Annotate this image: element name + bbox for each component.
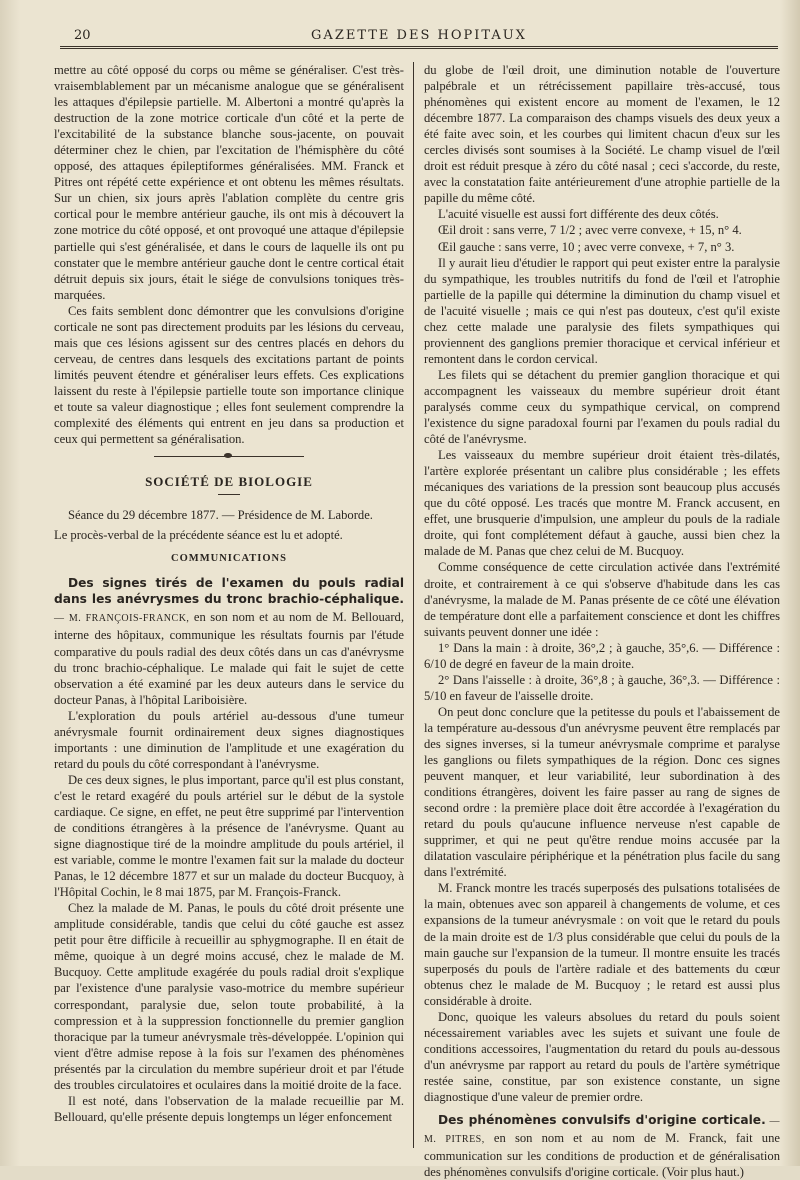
section-separator	[154, 456, 304, 462]
paragraph: du globe de l'œil droit, une diminution notable de l'ouverture palpébrale et un rétrécissement papillaire très-accusé, tous phénomènes qui existent encore au moment de l'examen, le 12 décembre 1877. La comparaison des champs visuels des deux yeux a été faite avec soin, et les courbes qui limitent chacun d'eux sur les cercles divisés sont soumises à la Société. Le champ visuel de l'œil droit est réduit presque à zéro du côté nasal ; ceci s'accorde, du reste, avec la constatation faite antérieurement d'une atrophie partielle de la papille du même côté.	[424, 63, 780, 206]
article-title: Des phénomènes convulsifs d'origine corticale.	[438, 1113, 766, 1128]
paragraph: On peut donc conclure que la petitesse du pouls et l'abaissement de la température au-dessous d'un anévrysme peuvent être remplacés par des signes inverses, si la tumeur anévrysmale comprime et paralyse les ganglions ou filets sympathiques de la région. Donc ces signes peuvent manquer, et leur variabilité, leur subordination à des conditions étrangères, doivent les faire passer au rang de signes de second ordre : la première place doit être accordée à l'exagération du retard du pouls qu'aucune influence nerveuse n'est capable de supprimer, et qui ne peut qu'être rendue moins accusée par la dilatation vasculaire périphérique et la pénétration plus facile du sang dans l'extrémité.	[424, 704, 780, 880]
paragraph: Chez la malade de M. Panas, le pouls du côté droit présente une amplitude considérable, tandis que celui du côté gauche est assez petit pour être difficile à recueillir au sphygmographe. Il en était de même, quoique à un degré moins accusé, chez le malade de M. Bucquoy. Cette amplitude exagérée du pouls radial droit s'explique par l'existence d'une paralysie vaso-motrice du membre supérieur correspondant, paralysie due, selon toute probabilité, à la compression et à la suppression fonctionnelle du premier ganglion thoracique par la tumeur anévrysmale très-développée. L'opinion qui vient d'être admise repose à la fois sur l'examen des phénomènes présentés par la circulation du membre supérieur droit et par l'étude des troubles circulatoires et oculaires dans la moitié droite de la face.	[54, 901, 404, 1092]
paragraph: Ces faits semblent donc démontrer que les convulsions d'origine corticale ne sont pas directement produits par les lésions du cerveau, mais que ces lésions agissent sur des centres placés en dehors du cerveau, de centres dans lesquels des excitations partant de points limités peuvent étendre et généraliser leurs effets. Ces explications laissent du reste à l'épilepsie partielle toute son importance clinique et toute sa valeur diagnostique ; elles font seulement comprendre la complexité des éléments qui entrent en jeu dans sa production et ceux qui permettent sa généralisation.	[54, 303, 404, 447]
paragraph: De ces deux signes, le plus important, parce qu'il est plus constant, c'est le retard exagéré du pouls artériel sur le début de la systole cardiaque. Ce signe, en effet, ne peut être supprimé par l'intervention de conditions étrangères à la présence de l'anévrysme. Quant au signe diagnostique tiré de la moindre amplitude du pouls artériel, il est variable, comme le montre l'examen fait sur la malade du docteur Panas, le 12 décembre 1877 et sur un malade du docteur Bucquoy, à l'Hôpital Cochin, le 8 mai 1875, par M. François-Franck.	[54, 772, 404, 900]
paragraph: Les vaisseaux du membre supérieur droit étaient très-dilatés, l'artère explorée présentant un calibre plus considérable ; les effets mécaniques des variations de la pression sont beaucoup plus accusés que du côté opposé. Les tracés que montre M. Franck accusent, en effet, une brusquerie d'impulsion, une ampleur du pouls de la radiale droite, qui font complétement défaut à gauche, aussi bien chez la malade de M. Panas que chez celui de M. Bucquoy.	[424, 448, 780, 559]
paragraph: Il y aurait lieu d'étudier le rapport qui peut exister entre la paralysie du sympathique, les troubles nutritifs du fond de l'œil et l'atrophie partielle de la papille qui détermine la diminution du champ visuel et de l'acuité visuelle ; mais ce qui n'est pas douteux, c'est qu'il existe chez cette malade une paralysie des filets sympathiques qui proviennent des ganglions premier thoracique et cervical inférieur et remontent dans le cordon cervical.	[424, 255, 780, 366]
session-line: Séance du 29 décembre 1877. — Présidence de M. Laborde.	[68, 508, 373, 523]
paragraph	[54, 575, 404, 707]
section-title: SOCIÉTÉ DE BIOLOGIE	[145, 474, 313, 490]
page-number: 20	[74, 28, 91, 43]
paragraph: L'exploration du pouls artériel au-dessous d'une tumeur anévrysmale fournit ordinairement deux signes diagnostiques importants : une diminution de l'amplitude et une exagération du retard du pouls du côté correspondant à l'anévrysme.	[54, 708, 404, 771]
right-column	[424, 62, 780, 1180]
paragraph: Comme conséquence de cette circulation activée dans l'extrémité droite, et contrairement à ce qui s'observe d'habitude dans les cas d'anévrysme, la malade de M. Panas présente de ce côté une élévation de température dont elle a parfaitement conscience et dont les chiffres suivants peuvent donner une idée :	[424, 560, 780, 639]
article-author: — M. FRANÇOIS-FRANCK,	[54, 613, 190, 625]
paragraph-text: en son nom et au nom de M. Franck, fait une communication sur les conditions de production et de généralisation des phénomènes convulsifs d'origine corticale. (Voir plus haut.)	[424, 1131, 780, 1180]
column-rule	[413, 62, 414, 1148]
communications-heading: COMMUNICATIONS	[171, 553, 287, 565]
left-column	[54, 62, 404, 1148]
paragraph: Œil droit : sans verre, 7 1/2 ; avec verre convexe, + 15, n° 4.	[438, 223, 742, 238]
paragraph: Il est noté, dans l'observation de la malade recueillie par M. Bellouard, qu'elle présente depuis longtemps un léger enfoncement	[54, 1093, 404, 1124]
paragraph	[424, 1112, 780, 1180]
minutes-line: Le procès-verbal de la précédente séance est lu et adopté.	[54, 528, 343, 543]
paragraph: 1° Dans la main : à droite, 36°,2 ; à gauche, 35°,6. — Différence : 6/10 de degré en faveur de la main droite.	[424, 640, 780, 671]
paragraph: 2° Dans l'aisselle : à droite, 36°,8 ; à gauche, 36°,3. — Différence : 5/10 en faveur de l'aisselle droite.	[424, 672, 780, 703]
paragraph: M. Franck montre les tracés superposés des pulsations totalisées de la main, obtenues avec son appareil à changements de volume, et ces expansions de la tumeur anévrysmale : on voit que le retard du pouls de la main droite est de 1/3 plus considérable que celui du pouls de la main gauche sur l'expansion de la tumeur. Il montre ensuite les tracés superposés du pouls de l'artère radiale et des battements du cœur obtenus chez le malade de M. Bucquoy ; le retard est aussi plus considérable à droite.	[424, 881, 780, 1008]
paragraph-text: en son nom et au nom de M. Bellouard, interne des hôpitaux, communique les résultats fournis par l'étude comparative du pouls radial des deux côtés dans un cas d'anévrysme du tronc brachio-céphalique. Le malade qui fait le sujet de cette observation a été examiné par les deux auteurs dans le service du docteur Panas, à l'hôpital Lariboisière.	[54, 610, 405, 707]
page-header	[60, 22, 778, 49]
paragraph: L'acuité visuelle est aussi fort différente des deux côtés.	[438, 207, 719, 222]
article-author: — M. PITRES,	[424, 1116, 780, 1146]
paragraph: Œil gauche : sans verre, 10 ; avec verre convexe, + 7, n° 3.	[438, 239, 735, 254]
paragraph: mettre au côté opposé du corps ou même se généraliser. C'est très-vraisemblablement par un mécanisme analogue que se généralisent les attaques d'épilepsie partielle. M. Albertoni a montré qu'après la destruction de la zone motrice corticale d'un côté et la perte de l'excitabilité de la substance blanche sous-jacente, on pouvait déterminer chez le chien, par l'excitation de l'hémisphère du côté opposé, des attaques épileptiformes généralisées. MM. Franck et Pitres ont répété cette expérience et ont obtenu les mêmes résultats. Sur un chien, six jours après l'ablation complète du centre gris cortical pour le membre antérieur gauche, ils ont mis à découvert la zone motrice du côté opposé, et ont provoqué une attaque d'épilepsie partielle qui s'est généralisée, et dans le cours de laquelle ils ont pu constater que le membre antérieur gauche dont le centre cortical était détruit depuis six jours, était le siége de convulsions toniques très-marquées.	[54, 63, 404, 302]
paragraph: Donc, quoique les valeurs absolues du retard du pouls soient nécessairement variables avec les sujets et suivant une foule de conditions accessoires, l'augmentation du retard du pouls au-dessous d'un anévrysme par rapport au retard du pouls de l'artère symétrique restée saine, constitue, par son existence constante, un signe diagnostique d'une valeur de premier ordre.	[424, 1009, 780, 1104]
divider	[218, 494, 240, 495]
paragraph: Les filets qui se détachent du premier ganglion thoracique et qui accompagnent les vaisseaux du membre supérieur droit étant paralysés comme ceux du sympathique cervical, on comprend l'existence du signe paradoxal fourni par l'examen du pouls radial du côté de l'anévrysme.	[424, 367, 780, 447]
journal-title: GAZETTE DES HOPITAUX	[311, 28, 527, 43]
article-title: Des signes tirés de l'examen du pouls radial dans les anévrysmes du tronc brachio-céphalique.	[54, 576, 404, 607]
